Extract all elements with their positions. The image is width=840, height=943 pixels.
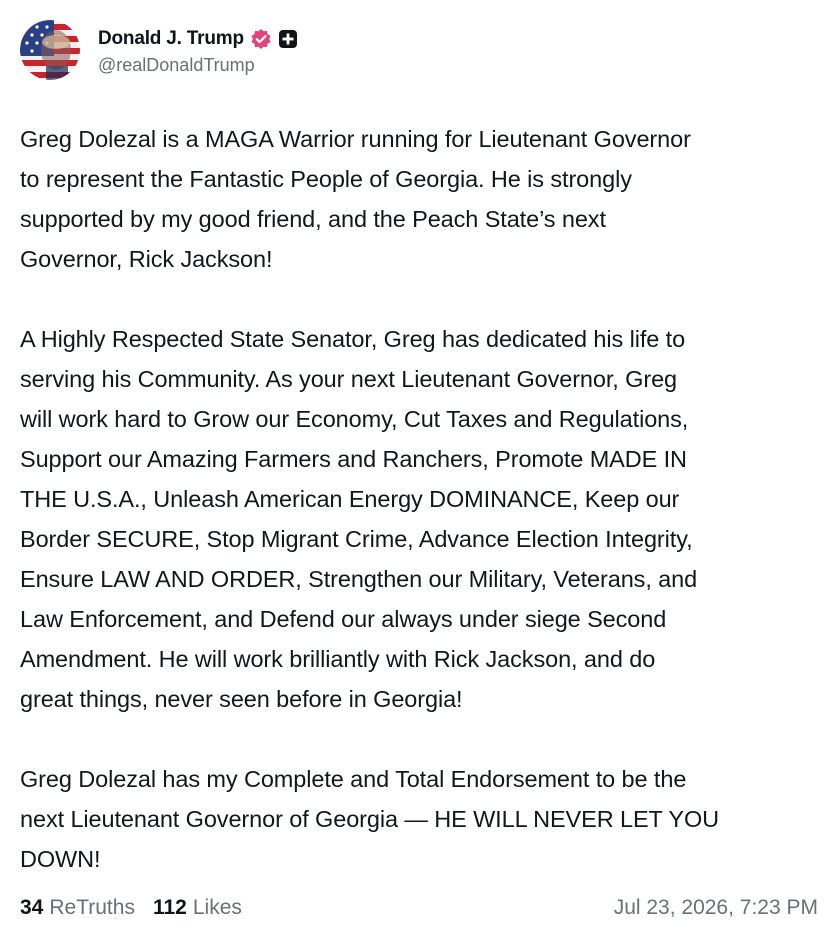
likes-label: Likes <box>192 896 242 919</box>
retruths-stat[interactable] <box>20 896 135 920</box>
retruths-label: ReTruths <box>49 896 135 919</box>
author-display-name[interactable]: Donald J. Trump <box>98 28 244 49</box>
likes-stat[interactable] <box>153 896 242 920</box>
plus-badge-icon <box>278 29 298 49</box>
post-paragraph: Greg Dolezal is a MAGA Warrior running for Lieutenant Governor to represent the Fantastic People of Georgia. He is strongly supported by my good friend, and the Peach State’s next Governor, Rick Jackson! <box>20 126 691 272</box>
post-body <box>20 119 825 879</box>
post-paragraph: Greg Dolezal has my Complete and Total Endorsement to be the next Lieutenant Governor of Georgia — HE WILL NEVER LET YOU DOWN! <box>20 766 719 872</box>
retruths-count: 34 <box>20 896 44 919</box>
post-header <box>20 20 298 80</box>
post-paragraph: A Highly Respected State Senator, Greg has dedicated his life to serving his Community. As your next Lieutenant Governor, Greg will work hard to Grow our Economy, Cut Taxes and Regulations, Support our Amazing Farmers and Ranchers, Promote MADE IN THE U.S.A., Unleash American Energy DOMINANCE, Keep our Border SECURE, Stop Migrant Crime, Advance Election Integrity, Ensure LAW AND ORDER, Strengthen our Military, Veterans, and Law Enforcement, and Defend our always under siege Second Amendment. He will work brilliantly with Rick Jackson, and do great things, never seen before in Georgia! <box>20 326 698 712</box>
verified-badge-icon <box>250 28 272 50</box>
flag-portrait-avatar[interactable] <box>20 20 80 80</box>
post-timestamp[interactable]: Jul 23, 2026, 7:23 PM <box>613 896 818 919</box>
author-handle[interactable]: @realDonaldTrump <box>98 55 255 75</box>
likes-count: 112 <box>152 896 187 919</box>
post-footer <box>20 893 818 923</box>
